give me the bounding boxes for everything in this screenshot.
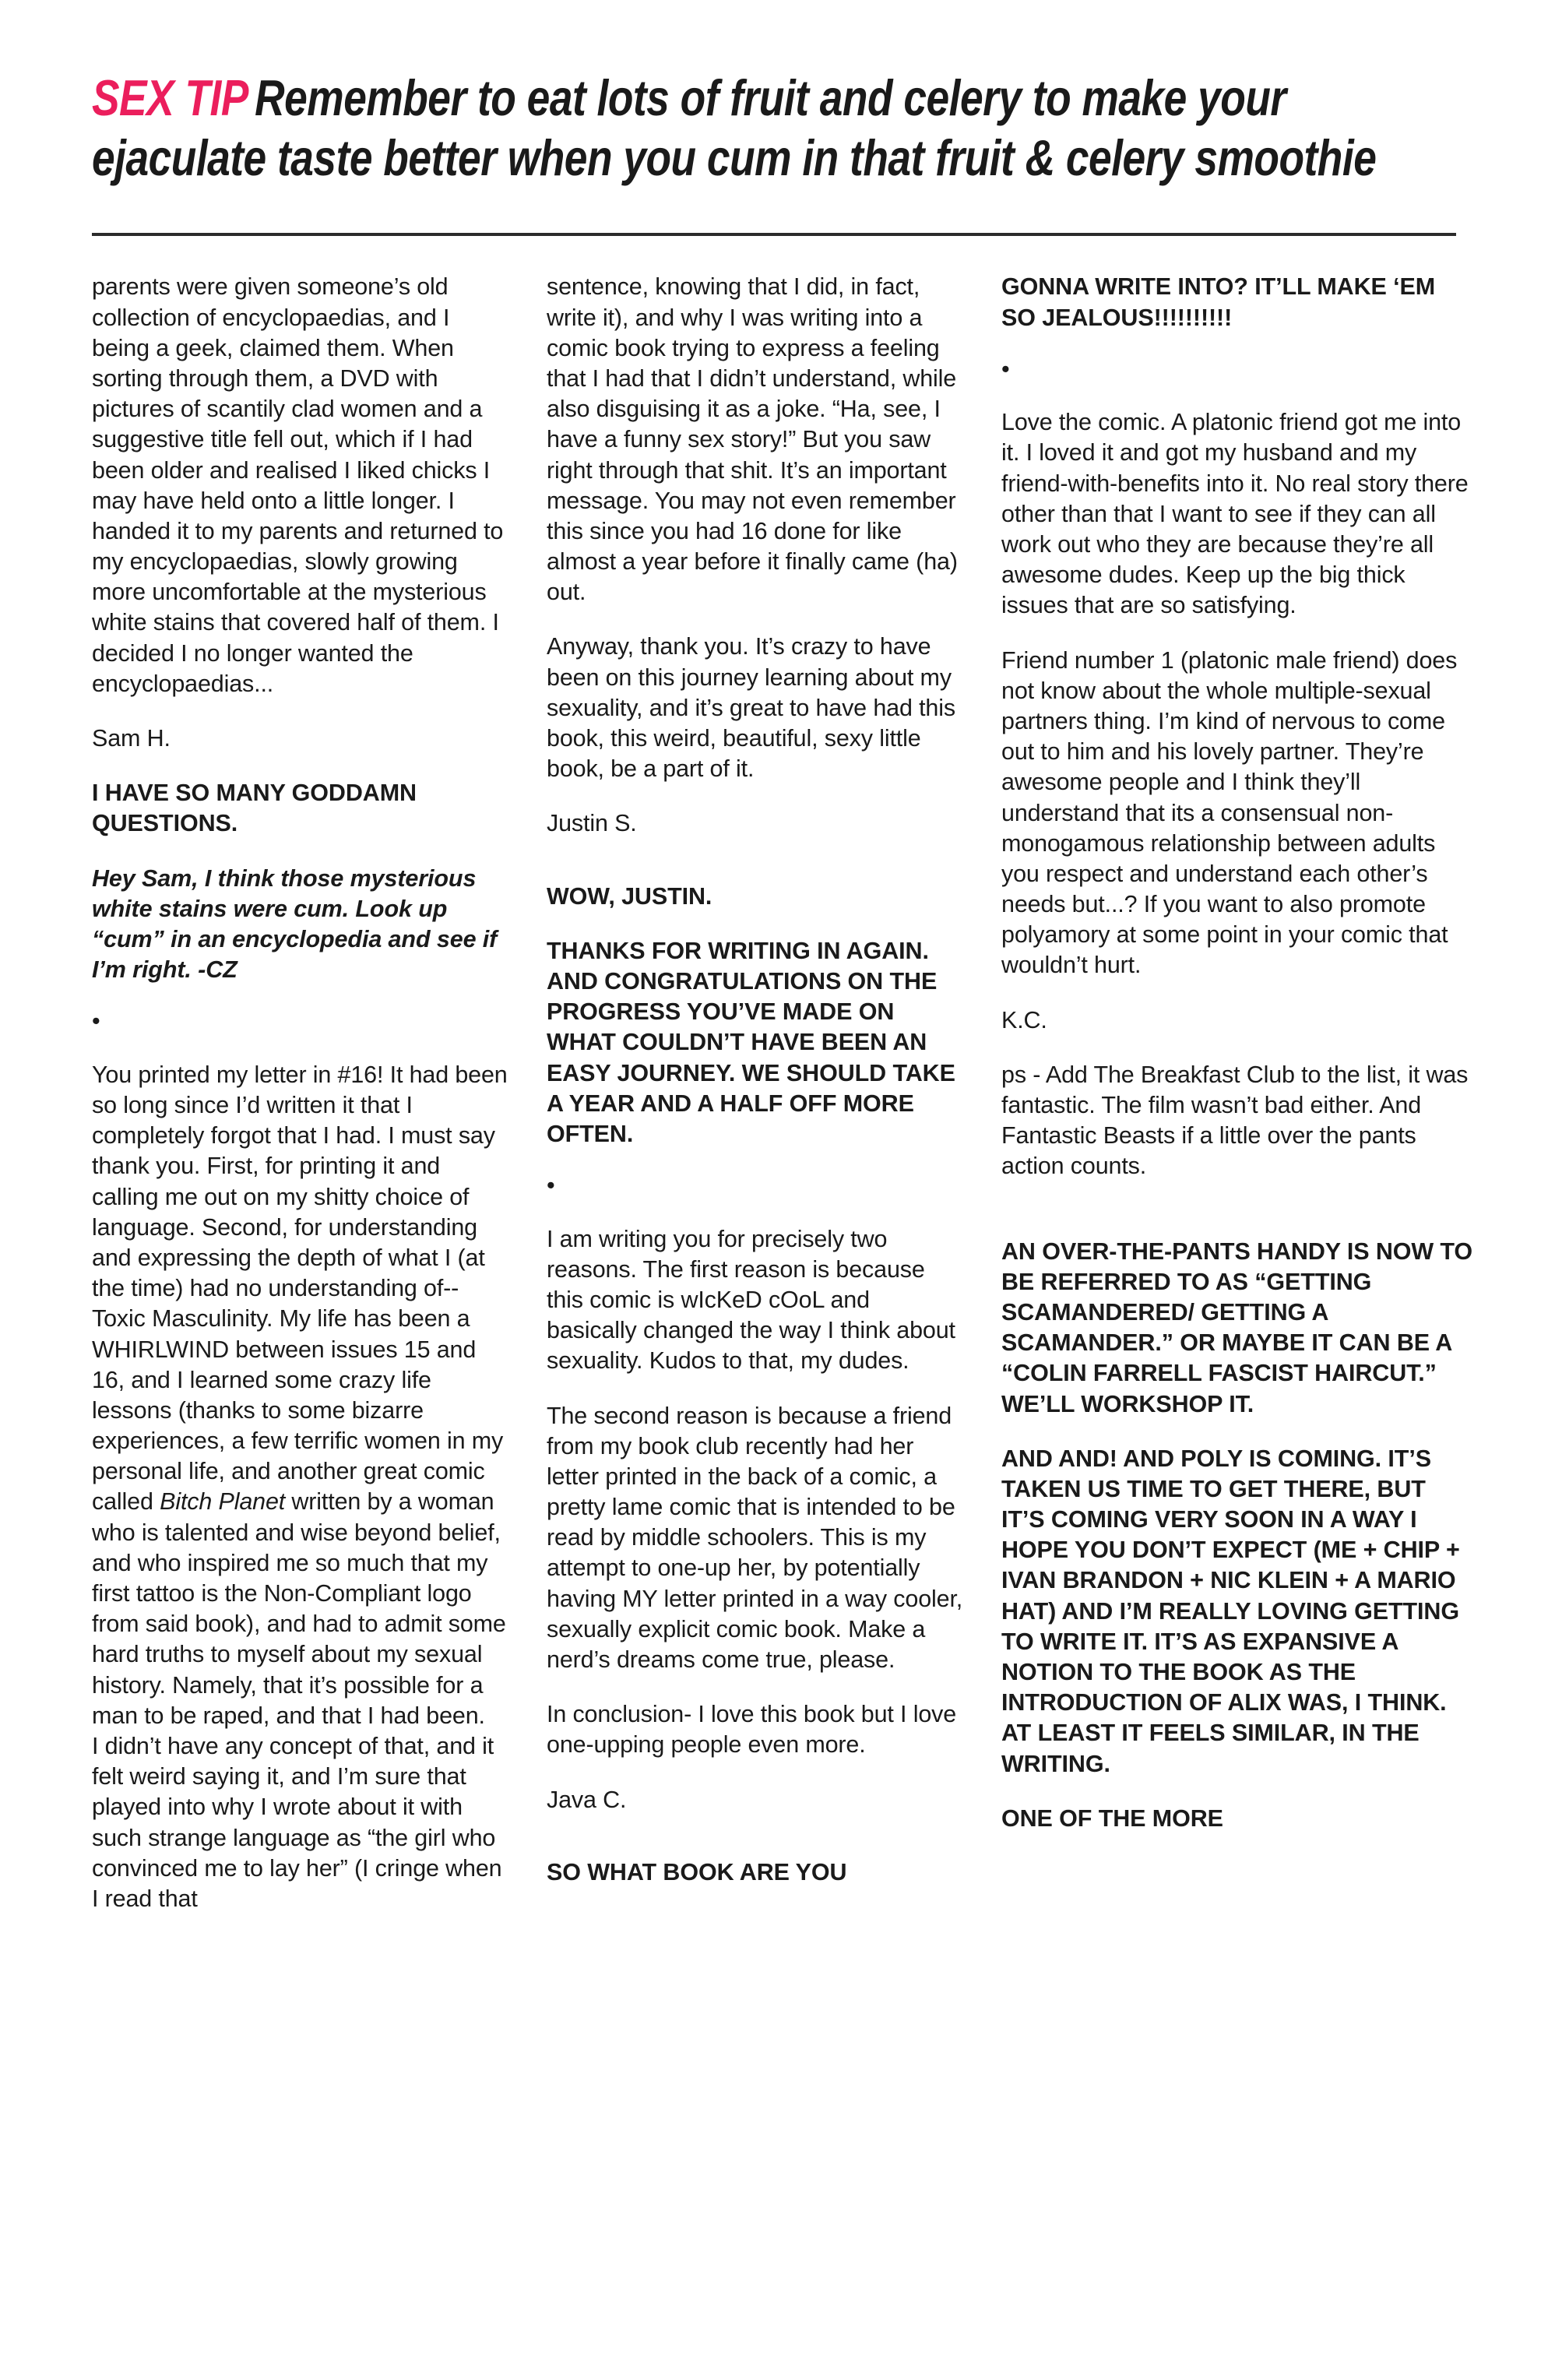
editor-reply-body: THANKS FOR WRITING IN AGAIN. AND CONGRATULATIONS ON THE PROGRESS YOU’VE MADE ON WHAT COULDN’T HAVE BEEN AN EASY JOURNEY. WE SHOULD TAKE A YEAR AND A HALF OFF MORE OFTEN. [547, 937, 955, 1147]
letter-body-part-b: written by a woman who is talented and wise beyond belief, and who inspired me so much that my first tattoo is the Non-Compliant logo from said book), and had to admit some hard truths to myself about my sexual history. Namely, that it’s possible for a man to be raped, and that I had been. [92, 1488, 506, 1729]
letter-signature: K.C. [1001, 1006, 1047, 1033]
section-bullet-separator: • [547, 1172, 555, 1199]
letter-body-part-a: You printed my letter in #16! It had been so long since I’d written it that I completely forgot that I had. I must say thank you. First, for printing it and calling me out on my shitty choice of language. Second, for understanding and expressing the depth of what I (at the time) had no understanding of--Toxic Masculinity. My life has been a WHIRLWIND between issues 15 and 16, and I learned some crazy life lessons (thanks to some bizarre experiences, a few terrific women in my personal life, and another great comic called [92, 1061, 508, 1516]
editor-reply-heading: ONE OF THE MORE [1001, 1804, 1223, 1832]
sex-tip-label: SEX TIP [92, 69, 248, 126]
editor-reply-note: Hey Sam, I think those mysterious white stains were cum. Look up “cum” in an encyclopedia and see if I’m right. -CZ [92, 864, 498, 984]
letter-body: Love the comic. A platonic friend got me into it. I loved it and got my husband and my friend-with-benefits into it. No real story there other than that I want to see if they can all work out who they are because they’re all awesome dudes. Keep up the big thick issues that are so satisfying. [1001, 409, 1469, 619]
letter-body: I didn’t have any concept of that, and it felt weird saying it, and I’m sure that played into why I wrote about it with such strange language as “the girl who convinced me to lay her” (I cringe when I read that [92, 1732, 502, 1912]
editor-reply-body: AN OVER-THE-PANTS HANDY IS NOW TO BE REFERRED TO AS “GETTING SCAMANDERED/ GETTING A SCAMANDER.” OR MAYBE IT CAN BE A “COLIN FARRELL FASCIST HAIRCUT.” WE’LL WORKSHOP IT. [1001, 1238, 1473, 1417]
letter-body: Friend number 1 (platonic male friend) does not know about the whole multiple-sexual partners thing. I’m kind of nervous to come out to him and his lovely partner. They’re awesome people and I think they’ll understand that its a consensual non-monogamous relationship between adults you respect and understand each other’s needs but...? If you want to also promote polyamory at some point in your comic that wouldn’t hurt. [1001, 646, 1458, 979]
letter-body: The second reason is because a friend from my book club recently had her letter printed in the back of a comic, a pretty lame comic that is intended to be read by middle schoolers. This is my attempt to one-up her, by potentially having MY letter printed in a way cooler, sexually explicit comic book. Make a nerd’s dreams come true, please. [547, 1402, 963, 1673]
letter-signature: Java C. [547, 1786, 627, 1813]
letter-signature: Sam H. [92, 725, 171, 752]
letter-body: Anyway, thank you. It’s crazy to have been on this journey learning about my sexuality, and it’s great to have had this book, this weird, beautiful, sexy little book, be a part of it. [547, 633, 955, 783]
editor-reply-heading: WOW, JUSTIN. [547, 882, 712, 910]
column-2 [547, 272, 1001, 1888]
column-1 [92, 272, 547, 1914]
letter-body: parents were given someone’s old collection of encyclopaedias, and I being a geek, claimed them. When sorting through them, a DVD with pictures of scantily clad women and a suggestive title fell out, which if I had been older and realised I liked chicks I may have held onto a little longer. I handed it to my parents and returned to my encyclopaedias, slowly growing more uncomfortable at the mysterious white stains that covered half of them. I decided I no longer wanted the encyclopaedias... [92, 273, 504, 697]
sex-tip-headline [92, 69, 1457, 188]
letter-signature: Justin S. [547, 810, 637, 837]
section-bullet-separator: • [92, 1008, 100, 1035]
comic-title-italic: Bitch Planet [160, 1488, 286, 1516]
section-bullet-separator: • [1001, 355, 1010, 382]
editor-reply-heading: GONNA WRITE INTO? IT’LL MAKE ‘EM SO JEALOUS!!!!!!!!!! [1001, 273, 1436, 331]
letter-body: sentence, knowing that I did, in fact, write it), and why I was writing into a comic book trying to express a feeling that I had that I didn’t understand, while also disguising it as a joke. “Ha, see, I have a funny sex story!” But you saw right through that shit. It’s an important message. You may not even remember this since you had 16 done for like almost a year before it finally came (ha) out. [547, 273, 958, 606]
letter-body: In conclusion- I love this book but I love one-upping people even more. [547, 1701, 957, 1759]
letter-body: I am writing you for precisely two reasons. The first reason is because this comic is wIcKeD cOoL and basically changed the way I think about sexuality. Kudos to that, my dudes. [547, 1225, 955, 1375]
letters-columns [0, 236, 1548, 1914]
letter-postscript: ps - Add The Breakfast Club to the list, it was fantastic. The film wasn’t bad either. And Fantastic Beasts if a little over the pants action counts. [1001, 1061, 1469, 1180]
editor-reply-heading: SO WHAT BOOK ARE YOU [547, 1858, 847, 1885]
letter-body [92, 1060, 509, 1731]
editor-reply-body: AND AND! AND POLY IS COMING. IT’S TAKEN US TIME TO GET THERE, BUT IT’S COMING VERY SOON IN A WAY I HOPE YOU DON’T EXPECT (ME + CHIP + IVAN BRANDON + NIC KLEIN + A MARIO HAT) AND I’M REALLY LOVING GETTING TO WRITE IT. IT’S AS EXPANSIVE A NOTION TO THE BOOK AS THE INTRODUCTION OF ALIX WAS, I THINK. AT LEAST IT FEELS SIMILAR, IN THE WRITING. [1001, 1445, 1460, 1777]
column-3 [1001, 272, 1473, 1834]
editor-reply-heading: I HAVE SO MANY GODDAMN QUESTIONS. [92, 780, 417, 837]
masthead [0, 0, 1548, 188]
sex-tip-text: Remember to eat lots of fruit and celery to make your ejaculate taste better when you cum in that fruit & celery smoothie [92, 69, 1377, 186]
